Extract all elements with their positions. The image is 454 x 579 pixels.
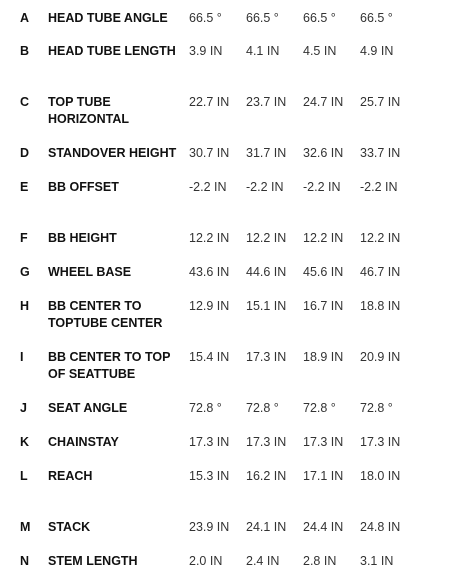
value-cell: 18.0 IN: [360, 469, 401, 483]
value-cell: 23.9 IN: [189, 520, 230, 534]
value-cell: 72.8 °: [189, 401, 222, 415]
value-cell: 72.8 °: [360, 401, 393, 415]
value-cell: 24.7 IN: [303, 95, 344, 109]
value-cell: 16.7 IN: [303, 299, 344, 313]
value-cell: 3.1 IN: [360, 554, 394, 568]
value-cell: -2.2 IN: [360, 180, 398, 194]
value-cell: 22.7 IN: [189, 95, 230, 109]
value-cell: 24.8 IN: [360, 520, 401, 534]
row-label: BB CENTER TO TOP OF SEATTUBE: [48, 350, 171, 381]
row-label: TOP TUBE HORIZONTAL: [48, 95, 130, 126]
value-cell: 2.8 IN: [303, 554, 337, 568]
value-cell: 12.9 IN: [189, 299, 230, 313]
value-cell: 72.8 °: [303, 401, 336, 415]
value-cell: 44.6 IN: [246, 265, 287, 279]
row-letter: I: [20, 350, 24, 364]
value-cell: 16.2 IN: [246, 469, 287, 483]
value-cell: 43.6 IN: [189, 265, 230, 279]
value-cell: 30.7 IN: [189, 146, 230, 160]
row-letter: L: [20, 469, 28, 483]
row-label: REACH: [48, 469, 93, 483]
value-cell: 12.2 IN: [303, 231, 344, 245]
value-cell: 4.1 IN: [246, 44, 280, 58]
row-label: BB OFFSET: [48, 180, 119, 194]
row-label: HEAD TUBE ANGLE: [48, 11, 168, 25]
value-cell: 15.3 IN: [189, 469, 230, 483]
row-label: HEAD TUBE LENGTH: [48, 44, 176, 58]
row-label: BB CENTER TO TOPTUBE CENTER: [48, 299, 163, 330]
row-label: WHEEL BASE: [48, 265, 132, 279]
value-cell: -2.2 IN: [303, 180, 341, 194]
row-label: STANDOVER HEIGHT: [48, 146, 177, 160]
value-cell: 17.3 IN: [246, 435, 287, 449]
row-letter: C: [20, 95, 30, 109]
value-cell: 66.5 °: [303, 11, 336, 25]
row-label: STACK: [48, 520, 91, 534]
row-letter: N: [20, 554, 30, 568]
value-cell: 66.5 °: [360, 11, 393, 25]
value-cell: 4.5 IN: [303, 44, 337, 58]
value-cell: 17.3 IN: [246, 350, 287, 364]
value-cell: 32.6 IN: [303, 146, 344, 160]
row-label: CHAINSTAY: [48, 435, 119, 449]
value-cell: 18.9 IN: [303, 350, 344, 364]
value-cell: 23.7 IN: [246, 95, 287, 109]
value-cell: 33.7 IN: [360, 146, 401, 160]
row-letter: F: [20, 231, 28, 245]
value-cell: 12.2 IN: [189, 231, 230, 245]
value-cell: 12.2 IN: [360, 231, 401, 245]
row-letter: A: [20, 11, 30, 25]
value-cell: 17.3 IN: [360, 435, 401, 449]
value-cell: 18.8 IN: [360, 299, 401, 313]
row-letter: B: [20, 44, 30, 58]
value-cell: 17.3 IN: [189, 435, 230, 449]
value-cell: 12.2 IN: [246, 231, 287, 245]
value-cell: 25.7 IN: [360, 95, 401, 109]
value-cell: 15.1 IN: [246, 299, 287, 313]
row-letter: G: [20, 265, 30, 279]
value-cell: -2.2 IN: [246, 180, 284, 194]
row-letter: M: [20, 520, 31, 534]
value-cell: 46.7 IN: [360, 265, 401, 279]
value-cell: 24.4 IN: [303, 520, 344, 534]
row-label: STEM LENGTH: [48, 554, 138, 568]
value-cell: 3.9 IN: [189, 44, 223, 58]
value-cell: 66.5 °: [189, 11, 222, 25]
value-cell: 72.8 °: [246, 401, 279, 415]
row-letter: D: [20, 146, 30, 160]
row-letter: K: [20, 435, 30, 449]
value-cell: 17.3 IN: [303, 435, 344, 449]
row-letter: J: [20, 401, 27, 415]
value-cell: 24.1 IN: [246, 520, 287, 534]
value-cell: 4.9 IN: [360, 44, 394, 58]
value-cell: 20.9 IN: [360, 350, 401, 364]
value-cell: 2.4 IN: [246, 554, 280, 568]
row-label: SEAT ANGLE: [48, 401, 128, 415]
row-letter: E: [20, 180, 29, 194]
value-cell: 15.4 IN: [189, 350, 230, 364]
value-cell: -2.2 IN: [189, 180, 227, 194]
value-cell: 17.1 IN: [303, 469, 344, 483]
value-cell: 66.5 °: [246, 11, 279, 25]
value-cell: 2.0 IN: [189, 554, 223, 568]
value-cell: 45.6 IN: [303, 265, 344, 279]
row-label: BB HEIGHT: [48, 231, 117, 245]
value-cell: 31.7 IN: [246, 146, 287, 160]
row-letter: H: [20, 299, 30, 313]
